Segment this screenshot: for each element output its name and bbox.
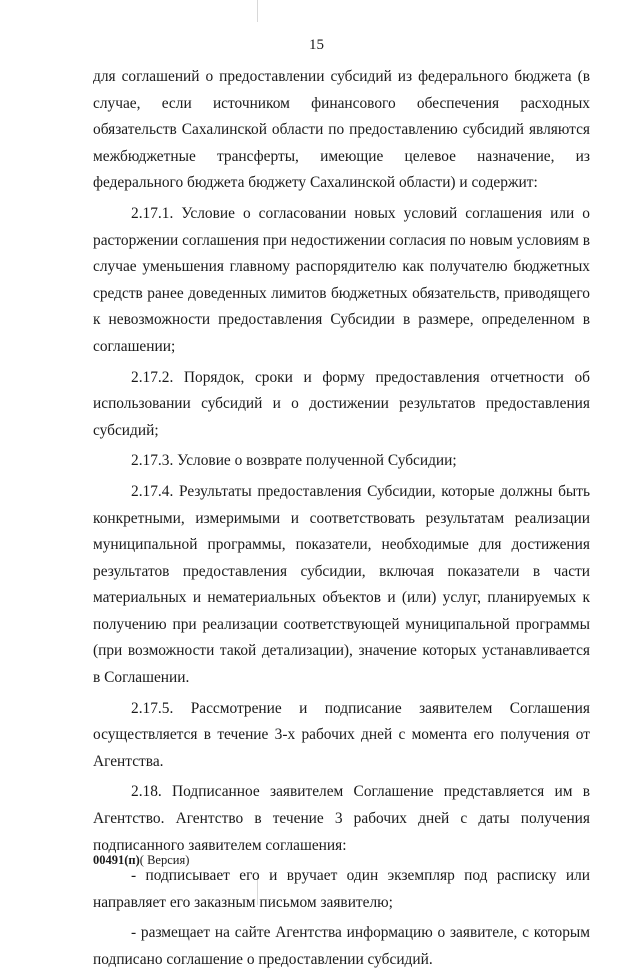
paragraph-2-17-1: 2.17.1. Условие о согласовании новых условий соглашения или о расторжении соглашения при недостижении согласия по новым условиям в случае уменьшения главному распорядителю как получателю бюджетных средств ранее доведенных лимитов бюджетных обязательств, приводящего к невозможности предоставления Субсидии в размере, определенном в соглашении; xyxy=(93,204,590,355)
document-body xyxy=(93,64,590,974)
document-footer xyxy=(93,853,189,868)
paragraph-2-17-5: 2.17.5. Рассмотрение и подписание заявителем Соглашения осуществляется в течение 3-х рабочих дней с момента его получения от Агентства. xyxy=(93,699,590,770)
document-code: 00491(п) xyxy=(93,853,140,867)
paragraph-continuation: для соглашений о предоставлении субсидий из федерального бюджета (в случае, если источником финансового обеспечения расходных обязательств Сахалинской области по предоставлению субсидий являются межбюджетные трансферты, имеющие целевое назначение, из федерального бюджета бюджету Сахалинской области) и содержит: xyxy=(93,68,590,192)
document-version: ( Версия) xyxy=(139,853,190,867)
paragraph-2-18: 2.18. Подписанное заявителем Соглашение представляется им в Агентство. Агентство в течение 3 рабочих дней с даты получения подписанного заявителем соглашения: xyxy=(93,783,590,854)
list-item-publish: - размещает на сайте Агентства информацию о заявителе, с которым подписано соглашение о предоставлении субсидий. xyxy=(93,924,590,968)
page-number: 15 xyxy=(309,37,324,53)
list-item-sign: - подписывает его и вручает один экземпляр под расписку или направляет его заказным письмом заявителю; xyxy=(93,867,590,911)
scan-binding-mark xyxy=(257,0,258,22)
paragraph-2-17-4: 2.17.4. Результаты предоставления Субсидии, которые должны быть конкретными, измеримыми и соответствовать результатам реализации муниципальной программы, показатели, необходимые для достижения результатов предоставления субсидии, включая показатели в части материальных и нематериальных объектов и (или) услуг, планируемых к получению при реализации соответствующей муниципальной программы (при возможности такой детализации), значение которых устанавливается в Соглашении. xyxy=(93,482,590,687)
paragraph-2-17-2: 2.17.2. Порядок, сроки и форму предоставления отчетности об использовании субсидий и о достижении результатов предоставления субсидий; xyxy=(93,368,590,439)
paragraph-2-17-3: 2.17.3. Условие о возврате полученной Субсидии; xyxy=(131,452,457,470)
